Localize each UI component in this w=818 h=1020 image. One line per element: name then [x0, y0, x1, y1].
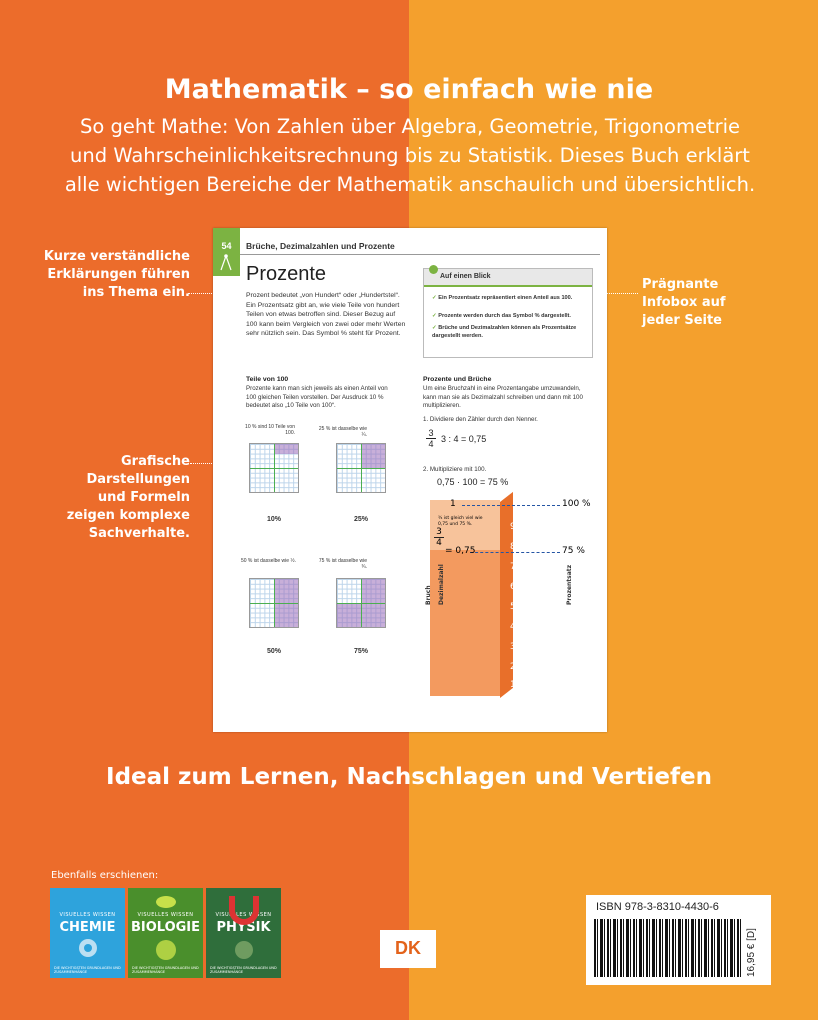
- molecule-icon: [50, 888, 125, 978]
- headline: Mathematik – so einfach wie nie: [164, 74, 654, 105]
- mid-dash-line: [470, 552, 560, 553]
- axis-label-prozent: Prozentsatz: [566, 564, 573, 605]
- axis-label-dezimal: Dezimalzahl: [438, 564, 445, 605]
- axis-label-bruch: Bruch: [425, 585, 432, 605]
- column-tick: 30: [510, 642, 522, 652]
- column-tick: 80: [510, 542, 522, 552]
- top-dash-line: [462, 505, 560, 506]
- infobox-item: ✓ Brüche und Dezimalzahlen können als Prozentsätze dargestellt werden.: [432, 325, 577, 339]
- dk-logo: DK: [380, 930, 436, 968]
- chapter-divider: [240, 254, 600, 255]
- magnet-icon: [206, 888, 281, 978]
- shaded-area: [274, 444, 298, 454]
- column-tick: 40: [510, 622, 522, 632]
- section-title-fractions: Prozente und Brüche: [423, 376, 492, 383]
- grid-label: 10%: [266, 516, 281, 523]
- section-title-parts: Teile von 100: [246, 376, 289, 383]
- grid-note: 10 % sind 10 Teile von 100.: [245, 424, 295, 436]
- barcode-bars: [594, 919, 742, 977]
- column-tick: 20: [510, 662, 522, 672]
- formula-divide: 3 : 4 = 0,75: [441, 434, 487, 444]
- step-two: 2. Multipliziere mit 100.: [423, 466, 487, 473]
- page-body-text: Prozent bedeutet „von Hundert“ oder „Hundertstel“. Ein Prozentsatz gibt an, wie viele Teile von hundert Teilen von etwas betroffen sind. Dieser Bezug auf 100 kann beim Vergleich von zwei oder mehr Werten sehr nützlich sein. Das Symbol % steht für Prozent.: [246, 292, 406, 337]
- column-tick: 90: [510, 522, 522, 532]
- shaded-area: [361, 444, 385, 468]
- column-tick: 10: [510, 680, 522, 690]
- percent-grid-50: [249, 578, 299, 628]
- column-tick: 60: [510, 582, 522, 592]
- page-number-tab: [213, 228, 240, 276]
- page-number: 54: [221, 241, 232, 251]
- step-one: 1. Dividiere den Zähler durch den Nenner.: [423, 416, 538, 423]
- grid-label: 75%: [353, 648, 368, 655]
- infobox: [423, 268, 593, 358]
- sample-page: [213, 228, 607, 732]
- infobox-item: ✓ Prozente werden durch das Symbol % dargestellt.: [432, 313, 571, 319]
- grid-label: 50%: [266, 648, 281, 655]
- section-text-parts: Prozente kann man sich jeweils als einen Anteil von 100 gleichen Teilen vorstellen. Der Ausdruck 10 % bedeutet also „10 Teile von 100“.: [246, 385, 388, 409]
- percent-grid-25: [336, 443, 386, 493]
- chapter-title: Brüche, Dezimalzahlen und Prozente: [246, 241, 395, 251]
- top-right-label: 100 %: [562, 499, 591, 509]
- cover-chemie[interactable]: VISUELLES WISSEN CHEMIE DIE WICHTIGSTEN GRUNDLAGEN UND ZUSAMMENHÄNGE: [50, 888, 125, 978]
- percent-grid-10: [249, 443, 299, 493]
- fraction-three-quarters: 3 4: [434, 527, 444, 548]
- top-left-label: 1: [450, 499, 456, 509]
- isbn-text: ISBN 978-3-8310-4430-6: [596, 901, 719, 913]
- column-tick: 70: [510, 562, 522, 572]
- cover-biologie[interactable]: VISUELLES WISSEN BIOLOGIE DIE WICHTIGSTEN GRUNDLAGEN UND ZUSAMMENHÄNGE: [128, 888, 203, 978]
- callout-graphics: Grafische Darstellungen und Formeln zeigen komplexe Sachverhalte.: [66, 454, 190, 541]
- column-tick: 50: [510, 602, 522, 612]
- column-note: ¾ ist gleich viel wie 0,75 und 75 %.: [438, 516, 483, 527]
- callout-explanations: Kurze verständliche Erklärungen führen ins Thema ein.: [43, 249, 190, 300]
- grid-note: 50 % ist dasselbe wie ½.: [240, 558, 296, 564]
- leaf-icon: [128, 888, 203, 978]
- section-text-fractions: Um eine Bruchzahl in eine Prozentangabe umzuwandeln, kann man sie als Dezimalzahl schreiben und dann mit 100 multiplizieren.: [423, 385, 583, 409]
- bottom-headline: Ideal zum Lernen, Nachschlagen und Vertiefen: [106, 764, 712, 790]
- pin-icon: [429, 265, 438, 274]
- grid-label: 25%: [353, 516, 368, 523]
- fraction: 3 4: [426, 428, 436, 449]
- compass-icon: [213, 228, 240, 276]
- mid-right-label: 75 %: [562, 546, 585, 556]
- page-title: Prozente: [246, 263, 327, 285]
- infobox-header: [424, 269, 592, 287]
- barcode-box: [586, 895, 771, 985]
- mid-left-label: = 0,75: [445, 546, 476, 556]
- infobox-title: Auf einen Blick: [440, 273, 491, 280]
- also-published-label: Ebenfalls erschienen:: [51, 870, 159, 881]
- infobox-item: ✓ Ein Prozentsatz repräsentiert einen Anteil aus 100.: [432, 295, 573, 301]
- intro-text: So geht Mathe: Von Zahlen über Algebra, Geometrie, Trigonometrie und Wahrscheinlichkeitsrechnung bis zu Statistik. Dieses Buch erklärt alle wichtigen Bereiche der Mathematik anschaulich und übersichtlich.: [64, 115, 756, 196]
- price-text: 16,95 € [D]: [746, 928, 757, 977]
- grid-note: 25 % ist dasselbe wie ¼.: [318, 426, 367, 438]
- grid-note: 75 % ist dasselbe wie ¾.: [318, 558, 367, 570]
- cover-physik[interactable]: VISUELLES WISSEN PHYSIK DIE WICHTIGSTEN GRUNDLAGEN UND ZUSAMMENHÄNGE: [206, 888, 281, 978]
- formula-multiply: 0,75 · 100 = 75 %: [437, 477, 509, 487]
- shaded-area: [361, 579, 385, 603]
- callout-infobox: Prägnante Infobox auf jeder Seite: [642, 277, 726, 328]
- percent-grid-75: [336, 578, 386, 628]
